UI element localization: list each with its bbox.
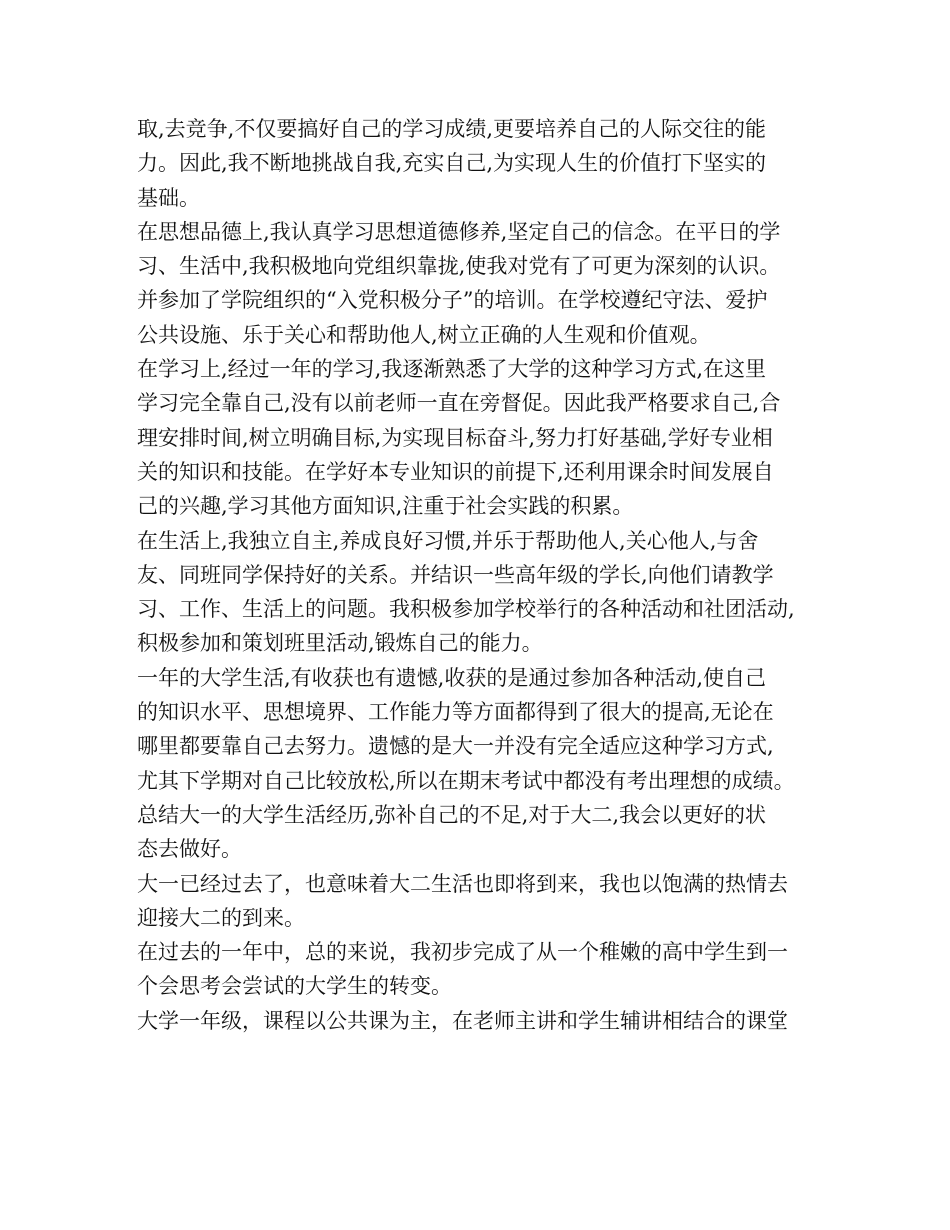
text-line: 在生活上,我独立自主,养成良好习惯,并乐于帮助他人,关心他人,与舍 [137,528,759,553]
text-line: 一年的大学生活,有收获也有遗憾,收获的是通过参加各种活动,使自己 [137,665,767,690]
text-line: 理安排时间,树立明确目标,为实现目标奋斗,努力打好基础,学好专业相 [137,425,773,450]
text-line: 友、同班同学保持好的关系。并结识一些高年级的学长,向他们请教学 [137,562,774,587]
text-line: 力。因此,我不断地挑战自我,充实自己,为实现人生的价值打下坚实的 [137,151,767,176]
text-line: 积极参加和策划班里活动,锻炼自己的能力。 [137,631,543,656]
text-line: 习、生活中,我积极地向党组织靠拢,使我对党有了可更为深刻的认识。 [137,254,781,279]
text-line: 在学习上,经过一年的学习,我逐渐熟悉了大学的这种学习方式,在这里 [137,357,767,382]
text-line: 在过去的一年中，总的来说，我初步完成了从一个稚嫩的高中学生到一 [137,940,788,965]
text-line: 的知识水平、思想境界、工作能力等方面都得到了很大的提高,无论在 [137,700,774,725]
text-line: 学习完全靠自己,没有以前老师一直在旁督促。因此我严格要求自己,合 [137,391,781,416]
text-line: 迎接大二的到来。 [137,905,305,930]
text-line: 总结大一的大学生活经历,弥补自己的不足,对于大二,我会以更好的状 [137,802,767,827]
text-line: 关的知识和技能。在学好本专业知识的前提下,还利用课余时间发展自 [137,459,774,484]
document-body-text [137,112,817,1038]
text-line: 己的兴趣,学习其他方面知识,注重于社会实践的积累。 [137,494,634,519]
text-line: 取,去竞争,不仅要搞好自己的学习成绩,更要培养自己的人际交往的能 [137,117,767,141]
text-line: 习、工作、生活上的问题。我积极参加学校举行的各种活动和社团活动, [137,597,795,622]
text-line: 大一已经过去了，也意味着大二生活也即将到来，我也以饱满的热情去 [137,871,788,896]
text-line: 公共设施、乐于关心和帮助他人,树立正确的人生观和价值观。 [137,322,711,347]
text-line: 个会思考会尝试的大学生的转变。 [137,974,452,999]
text-line: 并参加了学院组织的“入党积极分子”的培训。在学校遵纪守法、爱护 [137,288,768,313]
text-line: 基础。 [137,185,200,210]
text-line: 尤其下学期对自己比较放松,所以在期末考试中都没有考出理想的成绩。 [137,768,795,793]
text-line: 大学一年级，课程以公共课为主，在老师主讲和学生辅讲相结合的课堂 [137,1008,788,1033]
text-line: 哪里都要靠自己去努力。遗憾的是大一并没有完全适应这种学习方式, [137,734,774,759]
text-line: 在思想品德上,我认真学习思想道德修养,坚定自己的信念。在平日的学 [137,219,781,244]
text-line: 态去做好。 [137,837,242,862]
